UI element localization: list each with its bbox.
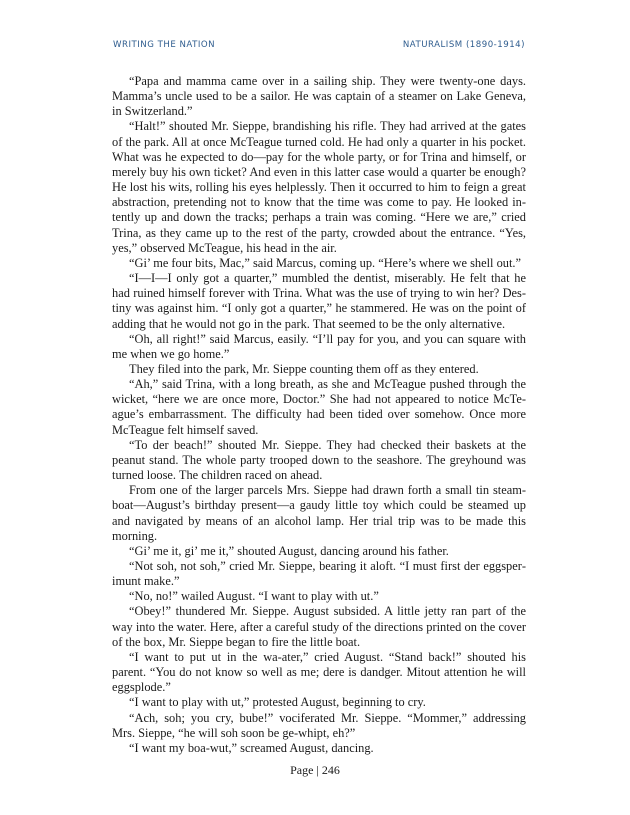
- header-book-title: WRITING THE NATION: [113, 40, 216, 50]
- paragraph: “Ach, soh; you cry, bube!” vociferated Mr. Sieppe. “Mommer,” addressing Mrs. Sieppe, “he will soh soon be ge-whipt, eh?”: [112, 710, 526, 740]
- body-text: [112, 74, 526, 756]
- page-number: Page | 246: [290, 763, 340, 777]
- paragraph: “I want to play with ut,” protested August, beginning to cry.: [129, 695, 426, 710]
- paragraph: “Not soh, not soh,” cried Mr. Sieppe, bearing it aloft. “I must first der eggsperimunt make.”: [112, 559, 526, 589]
- paragraph: “Gi’ me it, gi’ me it,” shouted August, dancing around his father.: [129, 543, 449, 558]
- header-section-title: NATURALISM (1890-1914): [402, 40, 525, 50]
- paragraph: They filed into the park, Mr. Sieppe counting them off as they entered.: [129, 361, 479, 376]
- paragraph: “No, no!” wailed August. “I want to play with ut.”: [129, 589, 379, 604]
- paragraph: “Gi’ me four bits, Mac,” said Marcus, coming up. “Here’s where we shell out.”: [129, 255, 522, 270]
- paragraph: “Obey!” thundered Mr. Sieppe. August subsided. A little jetty ran part of the way into the water. Here, after a careful study of the directions printed on the cover of the box, Mr. Sieppe began to fire the little boat.: [112, 604, 526, 649]
- paragraph: “I want to put ut in the wa-ater,” cried August. “Stand back!” shouted his parent. “You do not know so well as me; dere is dandger. Mitout attention he will eggsplode.”: [112, 649, 526, 695]
- paragraph: “I want my boa-wut,” screamed August, dancing.: [129, 740, 374, 755]
- paragraph: “I—I—I only got a quarter,” mumbled the dentist, miserably. He felt that he had ruined himself forever with Trina. What was the use of trying to win her? Destiny was against him. “I only got a quarter,” he stammered. He was on the point of adding that he would not go in the park. That seemed to be the only alternative.: [112, 271, 526, 331]
- paragraph: “Papa and mamma came over in a sailing ship. They were twenty-one days. Mamma’s uncle used to be a sailor. He was captain of a steamer on Lake Geneva, in Switzerland.”: [112, 74, 526, 119]
- paragraph: From one of the larger parcels Mrs. Sieppe had drawn forth a small tin steamboat—August’s birthday present—a gaudy little toy which could be steamed up and navigated by means of an alcohol lamp. Her trial trip was to be made this morning.: [112, 483, 526, 543]
- paragraph: “To der beach!” shouted Mr. Sieppe. They had checked their baskets at the peanut stand. The whole party trooped down to the seashore. The greyhound was turned loose. The children raced on ahead.: [112, 437, 526, 483]
- paragraph: “Ah,” said Trina, with a long breath, as she and McTeague pushed through the wicket, “here we are once more, Doctor.” She had not appeared to notice McTeague’s embarrassment. The difficulty had been tided over somehow. Once more McTeague felt himself saved.: [112, 377, 526, 437]
- paragraph: “Oh, all right!” said Marcus, easily. “I’ll pay for you, and you can square with me when we go home.”: [112, 331, 526, 361]
- paragraph: “Halt!” shouted Mr. Sieppe, brandishing his rifle. They had arrived at the gates of the park. All at once McTeague turned cold. He had only a quarter in his pocket. What was he expected to do—pay for the whole party, or for Trina and himself, or merely buy his own ticket? And even in this latter case would a quarter be enough? He lost his wits, rolling his eyes helplessly. Then it occurred to him to feign a great abstraction, pretending not to know that the time was come to pay. He looked intently up and down the tracks; perhaps a train was coming. “Here we are,” cried Trina, as they came up to the rest of the party, crowded about the entrance. “Yes, yes,” observed McTeague, his head in the air.: [112, 119, 526, 255]
